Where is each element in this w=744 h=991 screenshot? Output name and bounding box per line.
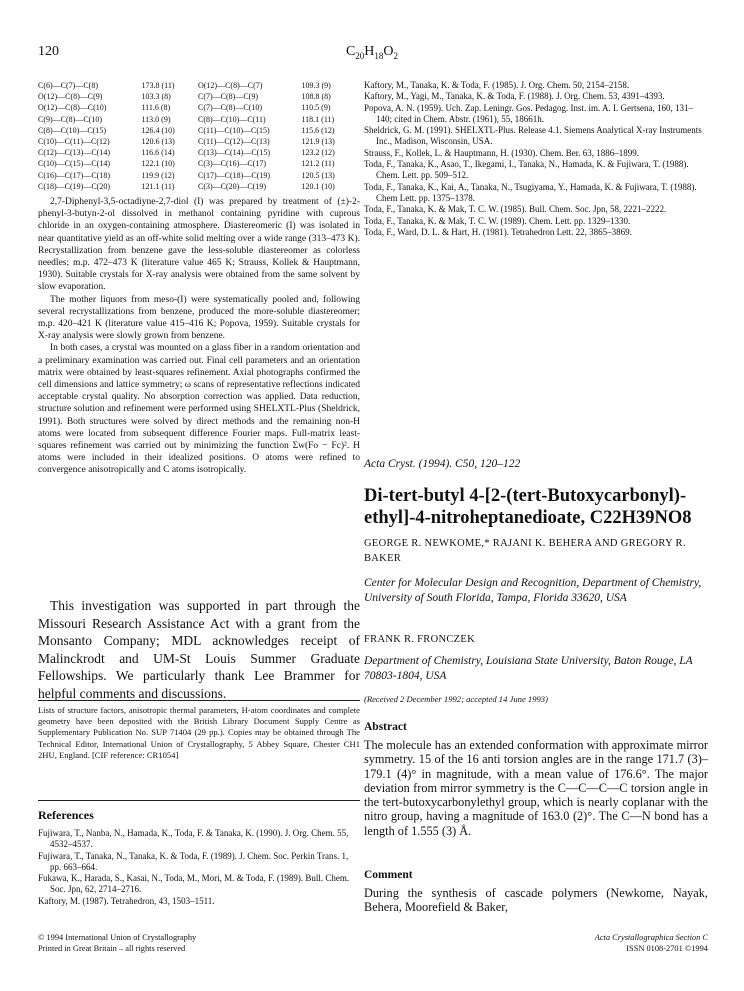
angle-value: 122.1 (10) [141, 159, 175, 169]
angle-value: 121.1 (11) [141, 181, 175, 191]
angle-value: 113.0 (9) [141, 114, 171, 124]
paragraph: 2,7-Diphenyl-3,5-octadiyne-2,7-diol (I) was prepared by treatment of (±)-2-phenyl-3-butyn-2-ol dissolved in methanol containing pyridine with cuprous chloride in an oxygen-containing atmosphere. Diastereomeric (I) was isolated in near quantitative yield as an off-white solid melting over a wide range (313–473 K). Recrystallization from benzene gave the less-soluble diastereomer as colorless needles; m.p. 472–473 K (literature value 465 K; Strauss, Kollek & Hauptmann, 1930). Suitable crystals for X-ray analysis were obtained from the same solvent by slow evaporation. [38, 197, 360, 293]
angle-atoms: C(10)—C(15)—C(14) [38, 159, 110, 169]
comment-block [364, 886, 708, 915]
angle-row [38, 181, 358, 192]
reference: Popova, A. N. (1959). Uch. Zap. Leningr. Gos. Pedagog. Inst. im. A. I. Gertsena, 160, 131–140; cited in Chem. Abstr. (1961), 55, 18661h. [364, 102, 693, 124]
reference: Sheldrick, G. M. (1991). SHELXTL-Plus. Release 4.1. Siemens Analytical X-ray Instruments Inc., Madison, Wisconsin, USA. [364, 125, 702, 147]
abstract-heading: Abstract [364, 721, 407, 733]
reference: Strauss, F., Kollek, L. & Hauptmann, H. (1930). Chem. Ber. 63, 1886–1899. [364, 147, 640, 158]
abstract-text: The molecule has an extended conformation with approximate mirror symmetry. 15 of the 16 anti torsion angles are in the range 171.7 (3)–179.1 (4)° in magnitude, with a mean value of 176.6°. The major deviation from mirror symmetry is the C—C—C—C torsion angle in the tert-butoxycarbonylethyl group, which is nearly coplanar with the nitro group, having a magnitude of 163.0 (2)°. The C—N bond has a length of 1.555 (3) Å. [364, 738, 708, 838]
angle-atoms: C(16)—C(17)—C(18) [38, 170, 110, 180]
angle-value: 119.9 (12) [141, 170, 175, 180]
reference: Kaftory, M., Tanaka, K. & Toda, F. (1985). J. Org. Chem. 50, 2154–2158. [364, 80, 630, 90]
angle-row [38, 102, 358, 113]
angle-row [38, 158, 358, 169]
received-dates: (Received 2 December 1992; accepted 14 June 1993) [364, 694, 548, 704]
reference: Fujiwara, T., Tanaka, N., Tanaka, K. & Toda, F. (1989). J. Chem. Soc. Perkin Trans. 1, pp. 663–664. [38, 850, 349, 872]
angle-atoms: O(12)—C(8)—C(10) [38, 103, 107, 113]
angle-atoms: C(6)—C(7)—C(8) [38, 81, 98, 90]
paragraph: In both cases, a crystal was mounted on a glass fiber in a random orientation and a preliminary examination was carried out. Final cell parameters and an orientation matrix were obtained by least-squares refinement. Axial photographs confirmed the cell dimensions and lattice symmetry; ω scans of representative reflections indicated acceptable crystal quality. No absorption correction was applied. Data reduction, structure solution and refinement were performed using SHELXTL-Plus (Sheldrick, 1991). Both structures were solved by direct methods and the remaining non-H atoms were located from subsequent difference Fourier maps. Full-matrix least-squares refinement was carried out by minimizing the function Σw(Fo − Fc)². H atoms were included in their idealized positions. O atoms were refined to convergence anisotropically and C atoms isotropically. [38, 343, 360, 476]
angle-row [38, 170, 358, 181]
angle-atoms: C(3)—C(16)—C(17) [197, 159, 266, 169]
angle-atoms: C(9)—C(8)—C(10) [38, 114, 102, 124]
angle-atoms: C(10)—C(11)—C(12) [38, 137, 110, 147]
angle-value: 116.6 (14) [141, 148, 175, 158]
angle-atoms: C(13)—C(14)—C(15) [197, 148, 270, 158]
angle-atoms: C(7)—C(8)—C(10) [197, 103, 262, 113]
acknowledgement: This investigation was supported in part through the Missouri Research Assistance Act with a grant from the Monsanto Company; MDL acknowledges receipt of Malinckrodt and UM-St Louis Summer Graduate Fellowships. We particularly thank Lee Brammer for helpful comments and discussions. [38, 598, 360, 701]
angle-row [38, 80, 358, 91]
angle-atoms: C(8)—C(10)—C(15) [38, 125, 106, 135]
references-right [364, 80, 708, 238]
journal-footer [364, 932, 708, 954]
angle-row [38, 125, 358, 136]
authors-primary: GEORGE R. NEWKOME,* RAJANI K. BEHERA AND GREGORY R. BAKER [364, 538, 686, 564]
angle-atoms: C(8)—C(10)—C(11) [197, 114, 266, 124]
angle-row [38, 91, 358, 102]
deposit-note-block [38, 705, 360, 761]
angle-atoms: O(12)—C(8)—C(9) [38, 92, 103, 102]
angle-value: 126.4 (10) [141, 125, 175, 135]
reference: Kaftory, M. (1987). Tetrahedron, 43, 1503–1511. [38, 895, 215, 906]
journal-citation: Acta Cryst. (1994). C50, 120–122 [364, 458, 521, 470]
reference: Fujiwara, T., Nanba, N., Hamada, K., Toda, F. & Tanaka, K. (1990). J. Org. Chem. 55, 4532–4537. [38, 828, 349, 850]
reference: Toda, F., Ward, D. L. & Hart, H. (1981). Tetrahedron Lett. 22, 3865–3869. [364, 226, 632, 237]
angle-atoms: C(12)—C(13)—C(14) [38, 148, 110, 158]
angle-row [38, 147, 358, 158]
angle-atoms: C(11)—C(12)—C(13) [197, 137, 270, 147]
comment-heading: Comment [364, 869, 413, 881]
angle-value: 108.8 (8) [301, 92, 331, 102]
reference: Toda, F., Tanaka, K., Asao, T., Ikegami, I., Tanaka, N., Hamada, K. & Fujiwara, T. (1988). Chem. Lett. pp. 509–512. [364, 159, 689, 181]
acknowledgement-block [38, 597, 360, 702]
reference: Kaftory, M., Yagi, M., Tanaka, K. & Toda, F. (1988). J. Org. Chem. 53, 4391–4393. [364, 91, 665, 102]
authors-secondary: FRANK R. FRONCZEK [364, 634, 475, 645]
running-head-formula: $C_{20}H_{18}O_2$ [345, 44, 399, 61]
angle-value: 110.5 (9) [301, 103, 331, 113]
angle-value: 121.2 (11) [301, 159, 335, 169]
angle-atoms: C(7)—C(8)—C(9) [197, 92, 258, 102]
journal-section: Acta Crystallographica Section C [594, 933, 708, 942]
deposit-note: Lists of structure factors, anisotropic thermal parameters, H-atom coordinates and complete geometry have been deposited with the British Library Document Supply Centre as Supplementary Publication No. SUP 71404 (29 pp.). Copies may be obtained through The Technical Editor, International Union of Crystallography, 5 Abbey Square, Chester CH1 2HU, England. [CIF reference: CR1054] [38, 705, 360, 760]
angle-value: 120.5 (13) [301, 170, 335, 180]
angle-value: 103.3 (8) [141, 92, 171, 102]
paragraph: The mother liquors from meso-(I) were systematically pooled and, following several recrystallizations from benzene, produced the more-soluble diastereomer; m.p. 420–421 K (literature value 415–416 K; Popova, 1959). Suitable crystals for X-ray analysis were slowly grown from benzene. [38, 294, 360, 342]
printed-line: Printed in Great Britain – all rights reserved [38, 944, 186, 953]
references-left [38, 808, 360, 907]
angle-atoms: C(11)—C(10)—C(15) [197, 125, 270, 135]
angle-value: 111.6 (8) [141, 103, 171, 113]
reference: Toda, F., Tanaka, K., Kai, A., Tanaka, N., Tsugiyama, Y., Hamada, K. & Fujiwara, T. (1988). Chem Lett. pp. 1375–1378. [364, 181, 697, 203]
article-title: Di-tert-butyl 4-[2-(tert-Butoxycarbonyl)-ethyl]-4-nitroheptanedioate, C22H39NO8 [364, 486, 692, 528]
angle-value: 115.6 (12) [301, 125, 335, 135]
angle-value: 121.9 (13) [301, 137, 335, 147]
abstract-block [364, 738, 708, 838]
issn-line: ISSN 0108-2701 ©1994 [626, 944, 708, 953]
bond-angle-table [38, 80, 358, 192]
angle-value: 120.1 (10) [301, 181, 335, 191]
angle-atoms: C(3)—C(20)—C(19) [197, 181, 266, 191]
experimental-text [38, 196, 360, 477]
reference: Toda, F., Tanaka, K. & Mak, T. C. W. (1985). Bull. Chem. Soc. Jpn, 58, 2221–2222. [364, 204, 667, 215]
angle-value: 109.3 (9) [301, 81, 331, 90]
angle-value: 123.2 (12) [301, 148, 335, 158]
angle-row [38, 136, 358, 147]
angle-atoms: C(17)—C(18)—C(19) [197, 170, 270, 180]
affiliation-secondary: Department of Chemistry, Louisiana State University, Baton Rouge, LA 70803-1804, USA [364, 655, 693, 682]
angle-value: 118.1 (11) [301, 114, 335, 124]
copyright-line: © 1994 International Union of Crystallography [38, 933, 197, 942]
angle-row [38, 114, 358, 125]
angle-value: 173.8 (11) [141, 81, 175, 90]
references-heading: References [38, 808, 94, 822]
copyright-footer [38, 932, 196, 954]
angle-atoms: C(18)—C(19)—C(20) [38, 181, 110, 191]
angle-value: 120.6 (13) [141, 137, 175, 147]
comment-text: During the synthesis of cascade polymers (Newkome, Nayak, Behera, Moorefield & Baker, [364, 886, 708, 915]
page-number: 120 [38, 44, 59, 59]
divider [38, 800, 360, 801]
reference: Fukawa, K., Harada, S., Kasai, N., Toda, M., Mori, M. & Toda, F. (1989). Bull. Chem. Soc. Jpn, 62, 2714–2716. [38, 873, 350, 895]
affiliation-primary: Center for Molecular Design and Recognition, Department of Chemistry, University of South Florida, Tampa, Florida 33620, USA [364, 577, 702, 604]
reference: Toda, F., Tanaka, K. & Mak, T. C. W. (1989). Chem. Lett. pp. 1329–1330. [364, 215, 631, 226]
divider [38, 700, 360, 701]
angle-atoms: O(12)—C(8)—C(7) [197, 81, 263, 90]
